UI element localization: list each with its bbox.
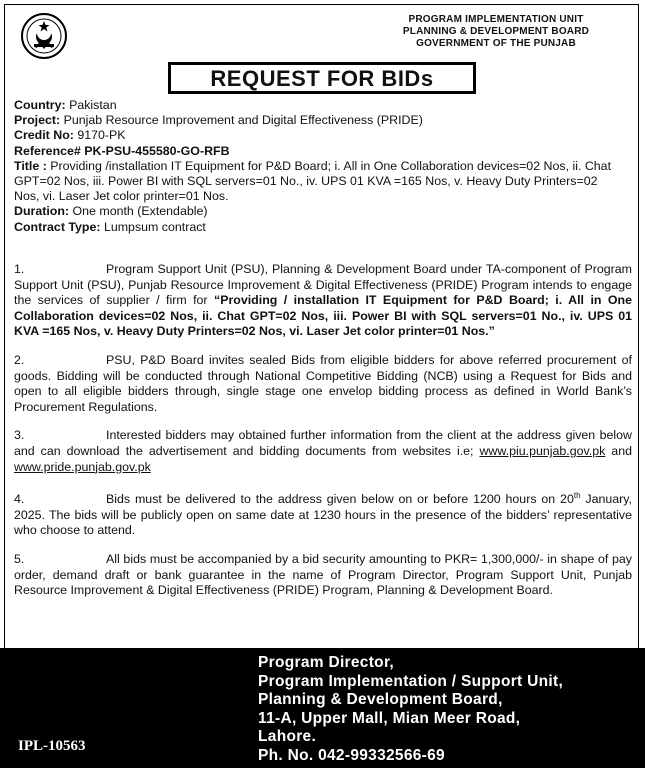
paragraph-text: All bids must be accompanied by a bid security amounting to PKR= 1,300,000/- in shape of pay order, demand draft or bank guarantee in the name of Program Director, Program Support Unit, Punjab Resource Improvement & Digital Effectiveness (PRIDE) Program, Planning & Development Board. [14,552,632,598]
address-line: Program Implementation / Support Unit, [258,672,564,690]
reference-label: Reference# [14,143,81,158]
ipl-number: IPL-10563 [18,738,86,754]
country-value: Pakistan [65,98,117,112]
address-line: 11-A, Upper Mall, Mian Meer Road, [258,709,521,727]
paragraph-bold-text: “Providing / installation IT Equipment for P&D Board; i. All in One Collaboration devices=02 Nos, ii. Chat GPT=02 Nos, iii. Power BI with SQL servers=01 No., iv. UPS 01 KVA =165 Nos, v. Heavy Duty Printers=02 Nos, vi. Laser Jet color printer=01 Nos.” [14,293,632,339]
address-line: Planning & Development Board, [258,691,503,709]
paragraph-number: 4. [14,492,25,507]
piu-website-link[interactable]: www.piu.punjab.gov.pk [479,443,606,458]
paragraph-text: Interested bidders may obtained further information from the client at the address given below and can download the advertisement and bidding documents from websites i.e; [14,428,632,458]
paragraph-number: 3. [14,428,25,443]
paragraph-5 [14,552,632,599]
paragraph-number: 5. [14,552,25,567]
bid-paragraphs [14,262,632,612]
paragraph-number: 2. [14,352,25,367]
address-line: Program Director, [258,654,395,671]
header-line-3: GOVERNMENT OF THE PUNJAB [416,38,576,49]
header-line-2: PLANNING & DEVELOPMENT BOARD [402,26,590,37]
bid-summary [14,98,626,235]
issuing-office [361,14,631,50]
paragraph-2 [14,353,632,415]
paragraph-text: Bids must be delivered to the address given below on or before 1200 hours on 20 [106,492,574,507]
paragraph-text: Program Support Unit (PSU), Planning & Development Board under TA-component of Program Support Unit (PSU), Punjab Resource Improvement & Digital Effectiveness (PRIDE) Program intends to engage the services of supplier / firm for [14,262,632,308]
reference-value: PK-PSU-455580-GO-RFB [80,143,230,158]
project-value: Punjab Resource Improvement and Digital Effectiveness (PRIDE) [60,113,423,128]
paragraph-text: PSU, P&D Board invites sealed Bids from eligible bidders for above referred procurement of goods. Bidding will be conducted through National Competitive Bidding (NCB) using a Request for Bids and open to all eligible bidders through, single stage one envelop bidding process as defined in World Bank’s Procurement Regulations. [14,352,632,414]
contract-type-value: Lumpsum contract [100,219,206,234]
paragraph-1 [14,262,632,340]
duration-value: One month (Extendable) [69,204,208,219]
page-title: REQUEST FOR BIDs [168,62,476,94]
paragraph-3 [14,428,632,475]
country-label: Country: [14,98,66,112]
paragraph-text: January, 2025. The bids will be publicly open on same date at 1230 hours in the presence of the bidders’ representative who choose to attend. [14,492,632,538]
paragraph-4 [14,488,632,539]
phone-number: Ph. No. 042-99332566-69 [258,746,445,764]
credit-value: 9170-PK [73,128,126,143]
title-value: Providing /installation IT Equipment for P&D Board; i. All in One Collaboration devices=02 Nos, ii. Chat GPT=02 Nos, iii. Power BI with SQL servers=01 No., iv. UPS 01 KVA =165 Nos, v. Heavy Duty Printers=02 Nos, vi. Laser Jet color printer=01 Nos. [14,158,612,204]
paragraph-text: and [605,443,632,458]
contact-footer [0,648,645,768]
paragraph-number: 1. [14,262,25,276]
contract-type-label: Contract Type: [14,219,101,234]
header-line-1: PROGRAM IMPLEMENTATION UNIT [408,14,584,25]
project-label: Project: [14,113,61,128]
title-label: Title : [14,158,47,173]
date-suffix: th [573,491,581,501]
duration-label: Duration: [14,204,70,219]
pride-website-link[interactable]: www.pride.punjab.gov.pk [14,459,151,474]
address-line: Lahore. [258,728,317,746]
punjab-government-logo-icon [20,12,68,60]
credit-label: Credit No: [14,128,74,143]
contact-address [258,654,638,766]
